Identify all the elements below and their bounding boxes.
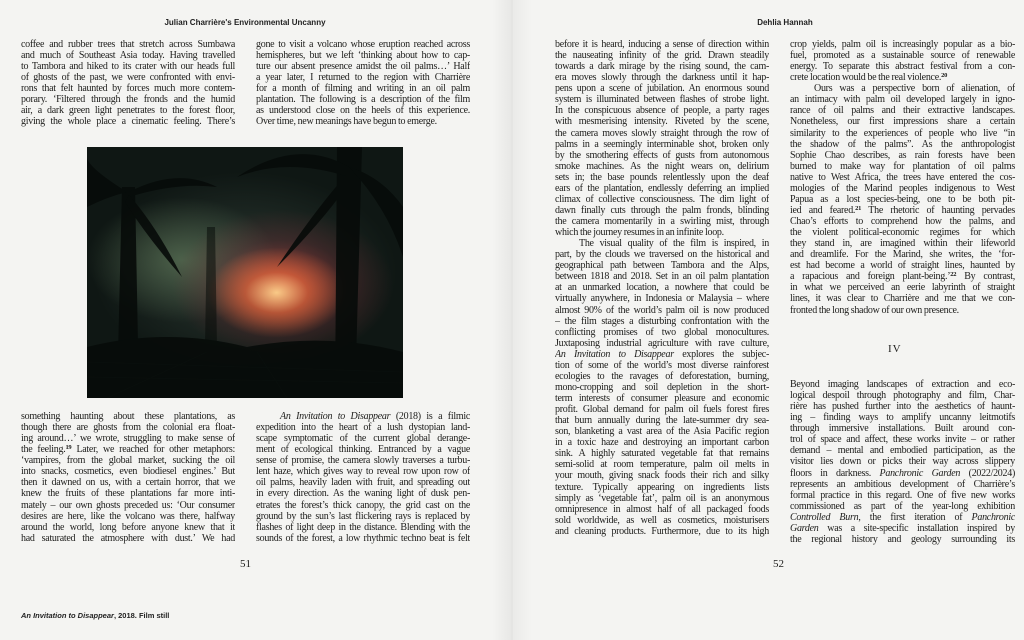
image-caption xyxy=(21,611,169,620)
text-segment: crete location would be the real violence. xyxy=(790,72,942,84)
text-line: rière has pushed further into the aesthetics of haunt- xyxy=(790,401,1015,413)
text-line xyxy=(790,72,1015,83)
text-line: mologies of the Marind peoples indigenous to West xyxy=(790,182,1015,194)
text-line: and cleaning products. Furthermore, due to its high xyxy=(555,525,769,537)
text-line: they stand in, are imagined within their lifeworld xyxy=(790,238,1015,250)
text-line: est had become a world of straight lines, haunted by xyxy=(790,260,1015,272)
text-line: tion of some of the world’s most diverse rainforest xyxy=(555,359,769,371)
text-line: sounds of the forest, a low rhythmic techno beat is felt xyxy=(256,532,470,544)
footnote-ref: 19 xyxy=(65,444,72,452)
book-gutter-shadow xyxy=(492,0,532,640)
left-bottom-column-2 xyxy=(256,411,470,544)
text-line: mately – our own ghosts preceded us: ‘Our consumer xyxy=(21,499,235,511)
text-line: sold worldwide, as well as cosmetics, moisturisers xyxy=(555,514,769,526)
text-segment: floors in darkness. xyxy=(790,467,880,479)
text-line xyxy=(790,512,1015,523)
text-line: Ours was a perspective born of alienation, of xyxy=(814,83,1015,95)
text-line: before it is heard, inducing a sense of direction within xyxy=(555,39,769,50)
text-line: knew the fruits of these plantations far more inti- xyxy=(21,488,235,500)
text-line: the shadow of the palms”. As the anthropologist xyxy=(790,138,1015,150)
text-line: with mesmerising intensity. Riveted by the scene, xyxy=(555,116,769,128)
text-line: expedition into the heart of a lush dystopian land- xyxy=(256,422,470,434)
text-line: the violent political-economic regimes for which xyxy=(790,227,1015,239)
text-line: dawn finally cuts through the palm fronds, blinding xyxy=(555,204,769,216)
footnote-ref: 21 xyxy=(855,204,862,212)
text-line: into snacks, cosmetics, even biodiesel engines.’ But xyxy=(21,466,235,478)
text-line: ing around…’ we wrote, struggling to make sense of xyxy=(21,433,235,445)
text-line: ears of the plantation, endlessly deferring an implied xyxy=(555,182,769,194)
text-line: rons that felt haunted by forces much more contem- xyxy=(21,83,235,95)
text-line: gone to visit a volcano whose eruption reached across xyxy=(256,39,470,50)
footnote-ref: 20 xyxy=(941,72,948,80)
text-line xyxy=(555,349,769,360)
text-line: Chao’s efforts to comprehend how the palms, and xyxy=(790,216,1015,227)
text-line: through immersive installations. Built around con- xyxy=(790,423,1015,435)
text-line: your mouth, giving snack foods their rich and silky xyxy=(555,470,769,482)
text-line: plantation. The following is a description of the film xyxy=(256,94,470,106)
text-line: sets in; the base pounds relentlessly upon the deaf xyxy=(555,171,769,183)
text-line: term interests of consumer pleasure and economic xyxy=(555,393,769,404)
text-line: and dreamlife. For the Marind, she writes, the ‘for- xyxy=(790,249,1015,261)
text-line: Papua as a lost species-being, one to be both pit- xyxy=(790,193,1015,205)
left-bottom-column-1 xyxy=(21,411,235,544)
text-line: ing – finding ways to amplify uncanny leitmotifs xyxy=(790,412,1015,424)
text-line xyxy=(790,271,1015,282)
text-segment: explores the subjec- xyxy=(673,348,769,360)
text-line: flashes of light deep in the distance. Blending with the xyxy=(256,521,470,533)
text-line: energy. To separate this abstract festival from a con- xyxy=(790,61,1015,73)
text-segment: The rhetoric of haunting pervades xyxy=(861,204,1015,216)
text-segment: ied and feared. xyxy=(790,204,856,216)
text-line xyxy=(790,205,1015,216)
footnote-ref: 22 xyxy=(950,271,957,279)
text-line: in every direction. As the waning light of dusk pen- xyxy=(256,488,470,500)
italic-title: Garden xyxy=(790,522,819,534)
text-line: something haunting about these plantations, as xyxy=(21,411,235,422)
text-line: the camera momentarily in a swirling mist, through xyxy=(555,216,769,227)
right-column-2-bottom xyxy=(790,379,1015,545)
text-line: coffee and rubber trees that stretch across Sumbawa xyxy=(21,39,235,50)
text-line: omnipresence in almost half of all packaged foods xyxy=(555,503,769,515)
text-line: scape symptomatic of the current global derange- xyxy=(256,433,470,445)
text-line: fronted the long shadow of our own presence. xyxy=(790,304,959,316)
text-line: air, a dark green light penetrates to the forest floor, xyxy=(21,105,235,117)
text-line: semi-solid at room temperature, palm oil melts in xyxy=(555,459,769,471)
right-column-1 xyxy=(555,39,769,537)
text-line: texture. Typically appearing on ingredients lists xyxy=(555,481,769,493)
italic-title: Controlled Burn xyxy=(790,511,859,523)
text-line: in a toxic haze and destroying an important carbon xyxy=(555,437,769,449)
text-line: mono-cropping and soil depletion in the short- xyxy=(555,381,769,393)
text-line: desires are here, like the volcano was there, halfway xyxy=(21,510,235,522)
running-head-left: Julian Charrière's Environmental Uncanny xyxy=(164,18,326,27)
text-line: logical despoil through photography and film, Char- xyxy=(790,390,1015,402)
text-line: trol of space and affect, these works invite – or rather xyxy=(790,434,1015,446)
text-line xyxy=(21,444,235,455)
italic-title: Panchronic Garden xyxy=(879,467,961,479)
text-line: rance of oil palms and their extractive landscapes. xyxy=(790,105,1015,117)
text-segment: a rapacious and foreign plant-being.’ xyxy=(790,271,951,283)
text-line: for a month of filming and writing in an oil palm xyxy=(256,83,470,95)
text-line: formal practice in this regard. One of five new works xyxy=(790,489,1015,501)
text-line: to Tambora and hiked to its crater with our heads full xyxy=(21,61,235,73)
text-line: virtually anywhere, in Indonesia or Malaysia – where xyxy=(555,293,769,305)
text-line: commissioned as part of the year-long exhibition xyxy=(790,500,1015,512)
section-numeral: IV xyxy=(888,343,902,355)
text-segment: was a site-specific installation inspired by xyxy=(818,522,1015,534)
text-line: around the world, long before anyone knew that it xyxy=(21,521,235,533)
text-line: had saturated the atmosphere with dust.’ We had xyxy=(21,532,235,544)
text-line: that burn annually during the late-summer dry sea- xyxy=(555,415,769,427)
text-line: smoke machines. As the night wears on, delirium xyxy=(555,160,769,172)
text-line: towards a dark mirage by the rising sound, the cam- xyxy=(555,61,769,73)
italic-title: An Invitation to Disappear xyxy=(555,348,674,360)
text-line: climax of collective consciousness. The dim light of xyxy=(555,193,769,205)
text-line: oil palms, heavily laden with fruit, and spreading out xyxy=(256,477,470,489)
text-line: porary. ‘Filtered through the fronds and the humid xyxy=(21,94,235,106)
page-number-right: 52 xyxy=(773,558,784,570)
text-line: burned to make way for plantation of oil palms xyxy=(790,160,1015,172)
text-segment: (2022/2024) xyxy=(960,467,1015,479)
text-line: Nonetheless, our first impressions share a certain xyxy=(790,116,1015,128)
text-line xyxy=(790,523,1015,534)
text-line: visitor lies down or picks their way across slippery xyxy=(790,456,1015,468)
text-line: lent haze, which gives way to reveal row upon row of xyxy=(256,466,470,478)
text-line: similarity to the experiences of people who live “in xyxy=(790,127,1015,139)
caption-title: An Invitation to Disappear xyxy=(21,611,114,620)
text-segment: By contrast, xyxy=(956,271,1015,283)
text-line: part, by the clouds we traversed on the historical and xyxy=(555,249,769,261)
text-line: geographical path between Tambora and the Alps, xyxy=(555,260,769,272)
text-line: In the conspicuous absence of people, a party rages xyxy=(555,105,769,117)
text-line: palms in a seemingly interminable shot, broken only xyxy=(555,138,769,150)
running-head-right: Dehlia Hannah xyxy=(757,18,813,27)
text-line: era moves slowly through the darkness until it hap- xyxy=(555,72,769,84)
text-line: profit. Global demand for palm oil fuels forest fires xyxy=(555,404,769,416)
text-segment: (2018) is a filmic xyxy=(390,411,470,422)
text-line: a year later, I returned to the region with Charrière xyxy=(256,72,470,84)
italic-title: Panchronic xyxy=(971,511,1015,523)
text-line: pens upon a scene of jubilation. An enormous sound xyxy=(555,83,769,95)
text-line: almost 90% of the world’s palm oil is now produced xyxy=(555,304,769,316)
text-line: ground by the sun’s last flickering rays is replaced by xyxy=(256,510,470,522)
text-line: of ghosts of the past, we were confronted with envi- xyxy=(21,72,235,84)
text-segment: Later, we reached for other metaphors: xyxy=(71,444,235,456)
text-line xyxy=(790,468,1015,479)
text-line: the regional history and geology surrounding its xyxy=(790,533,1015,545)
text-line: native to West Africa, the trees have entered the cos- xyxy=(790,171,1015,183)
text-line: giving the whole place a cinematic feeling. There’s xyxy=(21,116,235,128)
text-line: ture our absent presence amidst the oil palms…’ Half xyxy=(256,61,470,73)
text-line: Over time, new meanings have begun to emerge. xyxy=(256,116,437,128)
text-line: Beyond imaging landscapes of extraction and eco- xyxy=(790,379,1015,390)
text-line: – the film stages a disturbing confrontation with the xyxy=(555,315,769,327)
text-line: etrates the forest’s thick canopy, the grid cast on the xyxy=(256,499,470,511)
text-line: son, blanketing a vast area of the Asia Pacific region xyxy=(555,426,769,438)
text-line: and much of Southeast Asia today. Having travelled xyxy=(21,50,235,62)
text-line: the camera moves slowly straight through the row of xyxy=(555,127,769,139)
text-line: fuel, promoted as a sustainable source of renewable xyxy=(790,50,1015,62)
text-line xyxy=(256,411,470,422)
text-line: Sophie Chao describes, as rain forests have been xyxy=(790,149,1015,161)
text-line: which the journey resumes in an infinite loop. xyxy=(555,227,724,239)
text-line: crop yields, palm oil is increasingly popular as a bio- xyxy=(790,39,1015,50)
caption-details: , 2018. Film still xyxy=(113,611,170,620)
text-line: lines, it was clear to Charrière and me that we con- xyxy=(790,293,1015,305)
left-top-column-1 xyxy=(21,39,235,128)
text-line: The visual quality of the film is inspired, in xyxy=(579,238,769,250)
text-line: conflicting promises of two global monocultures. xyxy=(555,326,769,338)
text-line: ment of ecological thinking. Entranced by a vague xyxy=(256,444,470,456)
palm-silhouettes xyxy=(87,147,403,398)
text-line: though there are ghosts from the colonial era float- xyxy=(21,422,235,434)
text-line: by the smothering effects of gusts from autonomous xyxy=(555,149,769,161)
text-line: demand – mental and embodied participation, as the xyxy=(790,445,1015,457)
text-line: then it dawned on us, with a certain horror, that we xyxy=(21,477,235,489)
page-number-left: 51 xyxy=(240,558,251,570)
text-line: ‘vampires, from the global market, sucking the oil xyxy=(21,455,235,467)
text-line: sense of promise, the camera slowly traverses a turbu- xyxy=(256,455,470,467)
text-line: as understood close on the heels of this experience. xyxy=(256,105,470,117)
text-line: an intimacy with palm oil developed largely in igno- xyxy=(790,94,1015,106)
film-still-image xyxy=(87,147,403,398)
text-line: hemispheres, but we left ‘thinking about how to cap- xyxy=(256,50,470,62)
text-line: system is illuminated between flashes of strobe light. xyxy=(555,94,769,106)
text-line: sink. A highly saturated vegetable fat that remains xyxy=(555,448,769,460)
right-column-2-top xyxy=(790,39,1015,316)
italic-title: An Invitation to Disappear xyxy=(280,411,391,422)
text-line: the nauseating infinity of the grid. Drawn steadily xyxy=(555,50,769,62)
text-line: between 1818 and 2018. Set in an oil palm plantation xyxy=(555,271,769,283)
text-segment: , the first iteration of xyxy=(858,511,972,523)
left-top-column-2 xyxy=(256,39,470,128)
text-line: represents an ambitious development of Charrière’s xyxy=(790,478,1015,490)
text-line: at an unmarked location, a nowhere that could be xyxy=(555,282,769,294)
text-line: ecologies to the ravages of deforestation, burning, xyxy=(555,370,769,382)
text-line: in what we perceived an eerie labyrinth of straight xyxy=(790,282,1015,294)
text-segment: the feeling. xyxy=(21,444,66,456)
text-line: Juxtaposing industrial agriculture with rave culture, xyxy=(555,337,769,349)
text-line: simply as ‘vegetable fat’, palm oil is an anonymous xyxy=(555,492,769,504)
